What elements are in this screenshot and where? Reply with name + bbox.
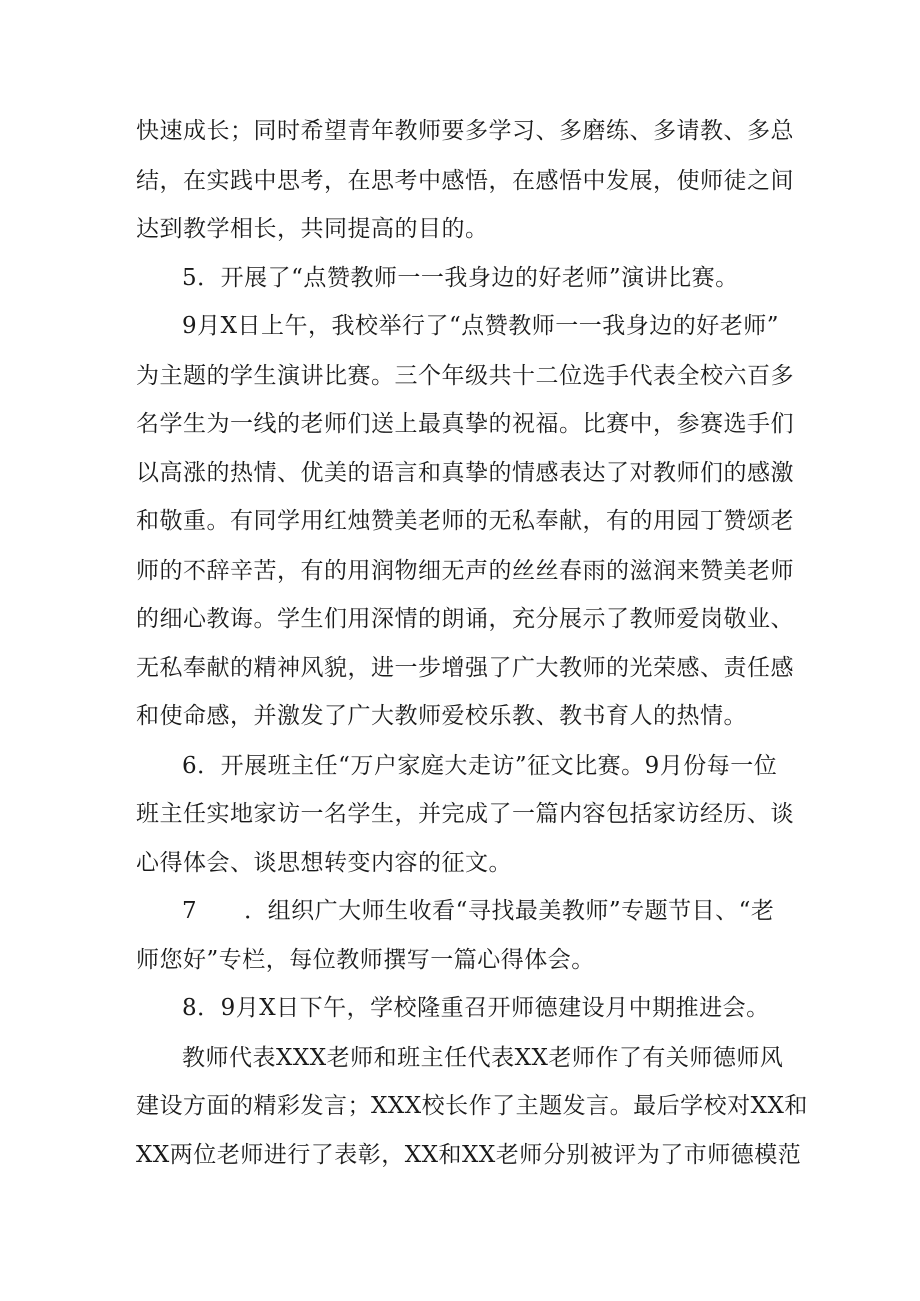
- paragraph-line: 达到教学相长，共同提高的目的。: [136, 216, 489, 242]
- paragraph-line: 9月X日上午，我校举行了“点赞教师一一我身边的好老师”: [182, 313, 780, 339]
- paragraph-line: 和使命感，并激发了广大教师爱校乐教、教书育人的热情。: [136, 703, 747, 729]
- paragraph-line: XX两位老师进行了表彰，XX和XX老师分别被评为了市师德模范: [136, 1142, 802, 1168]
- paragraph-line: 建设方面的精彩发言；XXX校长作了主题发言。最后学校对XX和: [136, 1093, 808, 1119]
- paragraph-line: 教师代表XXX老师和班主任代表XX老师作了有关师德师风: [182, 1045, 784, 1071]
- section-heading-6: 6．开展班主任“万户家庭大走访”征文比赛。9月份每一位: [182, 753, 778, 779]
- paragraph-line: 无私奉献的精神风貌，进一步增强了广大教师的光荣感、责任感: [136, 655, 794, 681]
- paragraph-line: 结，在实践中思考，在思考中感悟，在感悟中发展，使师徒之间: [136, 168, 794, 194]
- paragraph-line: 师的不辞辛苦，有的用润物细无声的丝丝春雨的滋润来赞美老师: [136, 558, 794, 584]
- paragraph-line: 为主题的学生演讲比赛。三个年级共十二位选手代表全校六百多: [136, 363, 794, 389]
- section-heading-8: 8．9月X日下午，学校隆重召开师德建设月中期推进会。: [182, 995, 770, 1021]
- paragraph-line: 班主任实地家访一名学生，并完成了一篇内容包括家访经历、谈: [136, 801, 794, 827]
- paragraph-line: 和敬重。有同学用红烛赞美老师的无私奉献，有的用园丁赞颂老: [136, 508, 794, 534]
- paragraph-line: 心得体会、谈思想转变内容的征文。: [136, 850, 512, 876]
- paragraph-line: 的细心教诲。学生们用深情的朗诵，充分展示了教师爱岗敬业、: [136, 606, 794, 632]
- paragraph-line: 名学生为一线的老师们送上最真挚的祝福。比赛中，参赛选手们: [136, 411, 794, 437]
- paragraph-line: 师您好”专栏，每位教师撰写一篇心得体会。: [136, 947, 595, 973]
- section-heading-7: 7 ．组织广大师生收看“寻找最美教师”专题节目、“老: [182, 898, 775, 924]
- paragraph-line: 快速成长；同时希望青年教师要多学习、多磨练、多请教、多总: [136, 118, 794, 144]
- section-heading-5: 5．开展了“点赞教师一一我身边的好老师”演讲比赛。: [182, 265, 739, 291]
- paragraph-line: 以高涨的热情、优美的语言和真挚的情感表达了对教师们的感激: [136, 460, 794, 486]
